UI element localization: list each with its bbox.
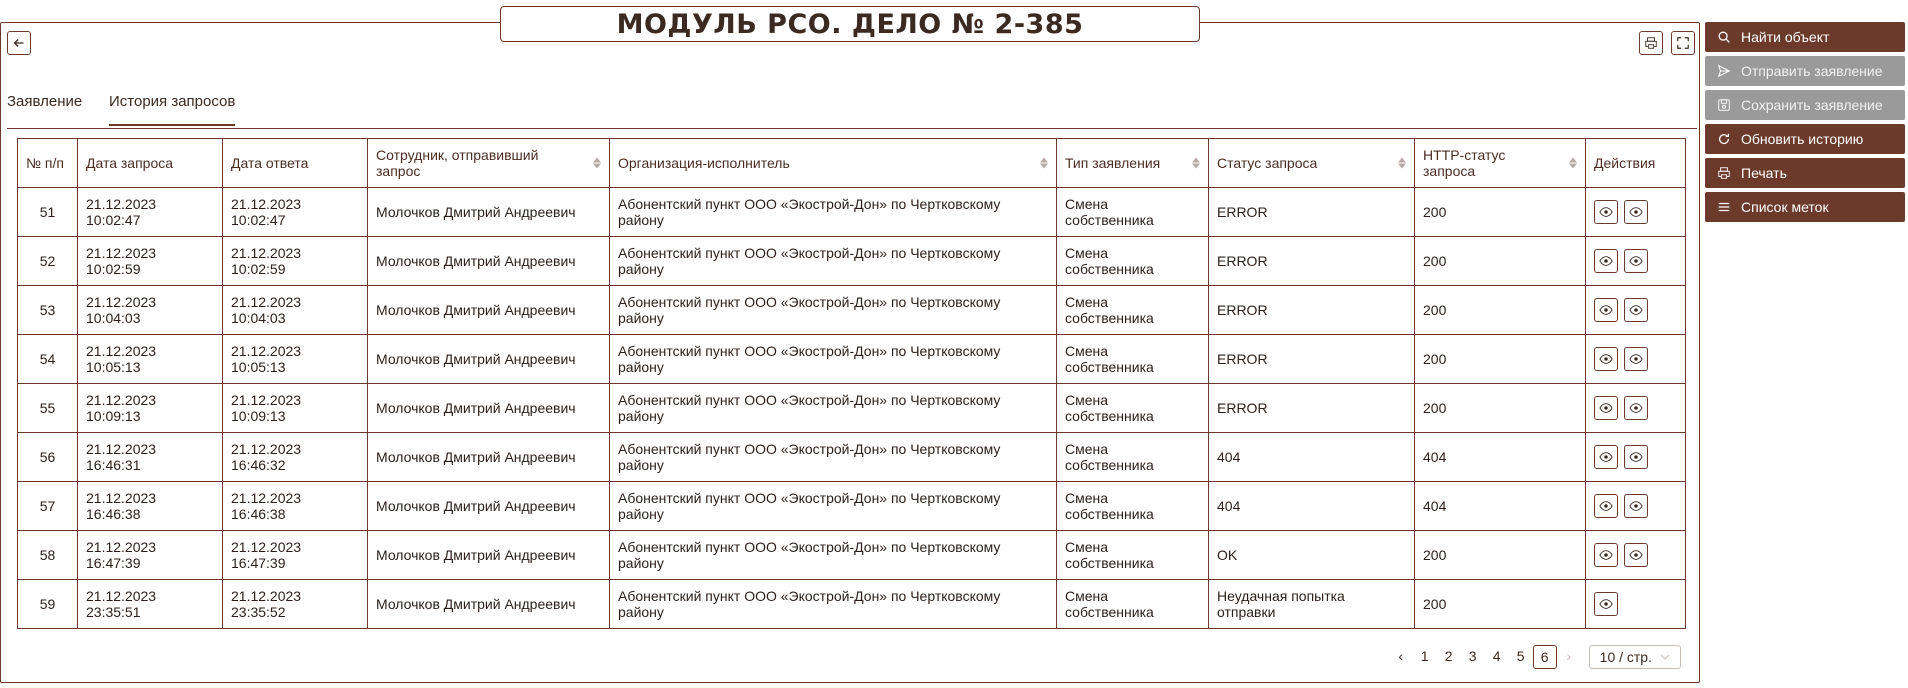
cell-http-status: 200: [1415, 188, 1586, 237]
list-icon: [1717, 200, 1731, 214]
refresh-history-button[interactable]: Обновить историю: [1705, 124, 1905, 154]
cell-number: 58: [18, 531, 78, 580]
request-history-table: [17, 138, 1686, 629]
printer-icon: [1717, 166, 1731, 180]
cell-http-status: 404: [1415, 482, 1586, 531]
view-details-button[interactable]: [1624, 249, 1648, 273]
page-1-button[interactable]: 1: [1420, 648, 1429, 664]
cell-employee: Молочков Дмитрий Андреевич: [368, 531, 610, 580]
cell-type: Смена собственника: [1057, 531, 1209, 580]
view-details-button[interactable]: [1594, 347, 1618, 371]
pagination: [1389, 645, 1681, 669]
cell-request-date: 21.12.2023 10:09:13: [78, 384, 223, 433]
eye-icon: [1599, 548, 1613, 562]
view-details-button[interactable]: [1624, 200, 1648, 224]
col-header-response-date[interactable]: Дата ответа: [223, 139, 368, 188]
action-sidebar: [1705, 22, 1905, 226]
page-6-button[interactable]: 6: [1533, 645, 1557, 669]
cell-response-date: 21.12.2023 23:35:52: [223, 580, 368, 629]
arrow-left-icon: [12, 36, 26, 50]
cell-http-status: 200: [1415, 286, 1586, 335]
cell-type: Смена собственника: [1057, 188, 1209, 237]
view-details-button[interactable]: [1594, 298, 1618, 322]
cell-number: 56: [18, 433, 78, 482]
printer-icon: [1644, 36, 1658, 50]
tab-bar: [7, 73, 1697, 129]
cell-actions: [1586, 580, 1686, 629]
col-header-type[interactable]: Тип заявления: [1057, 139, 1209, 188]
view-details-button[interactable]: [1594, 396, 1618, 420]
view-details-button[interactable]: [1594, 249, 1618, 273]
cell-request-date: 21.12.2023 10:05:13: [78, 335, 223, 384]
cell-organization: Абонентский пункт ООО «Экострой-Дон» по Чертковскому району: [610, 433, 1057, 482]
cell-type: Смена собственника: [1057, 384, 1209, 433]
cell-employee: Молочков Дмитрий Андреевич: [368, 384, 610, 433]
eye-icon: [1599, 401, 1613, 415]
cell-request-date: 21.12.2023 16:46:31: [78, 433, 223, 482]
tags-list-button[interactable]: Список меток: [1705, 192, 1905, 222]
eye-icon: [1599, 205, 1613, 219]
cell-status: ERROR: [1209, 335, 1415, 384]
cell-status: Неудачная попытка отправки: [1209, 580, 1415, 629]
eye-icon: [1599, 303, 1613, 317]
table-row: [18, 433, 1686, 482]
cell-number: 59: [18, 580, 78, 629]
cell-number: 55: [18, 384, 78, 433]
cell-employee: Молочков Дмитрий Андреевич: [368, 286, 610, 335]
cell-status: OK: [1209, 531, 1415, 580]
cell-actions: [1586, 531, 1686, 580]
print-button[interactable]: [1639, 31, 1663, 55]
col-header-employee[interactable]: Сотрудник, отправивший запрос: [368, 139, 610, 188]
cell-organization: Абонентский пункт ООО «Экострой-Дон» по Чертковскому району: [610, 580, 1057, 629]
cell-request-date: 21.12.2023 16:47:39: [78, 531, 223, 580]
col-header-http-status[interactable]: HTTP-статус запроса: [1415, 139, 1586, 188]
view-details-button[interactable]: [1594, 592, 1618, 616]
view-details-button[interactable]: [1594, 445, 1618, 469]
view-details-button[interactable]: [1624, 347, 1648, 371]
cell-employee: Молочков Дмитрий Андреевич: [368, 580, 610, 629]
eye-icon: [1599, 254, 1613, 268]
cell-number: 53: [18, 286, 78, 335]
send-application-button[interactable]: Отправить заявление: [1705, 56, 1905, 86]
cell-type: Смена собственника: [1057, 482, 1209, 531]
cell-status: ERROR: [1209, 188, 1415, 237]
cell-http-status: 200: [1415, 335, 1586, 384]
eye-icon: [1629, 450, 1643, 464]
save-application-button[interactable]: Сохранить заявление: [1705, 90, 1905, 120]
view-details-button[interactable]: [1624, 298, 1648, 322]
cell-actions: [1586, 482, 1686, 531]
table-row: [18, 237, 1686, 286]
cell-response-date: 21.12.2023 16:46:38: [223, 482, 368, 531]
eye-icon: [1629, 401, 1643, 415]
view-details-button[interactable]: [1624, 543, 1648, 567]
cell-organization: Абонентский пункт ООО «Экострой-Дон» по Чертковскому району: [610, 482, 1057, 531]
cell-number: 51: [18, 188, 78, 237]
cell-organization: Абонентский пункт ООО «Экострой-Дон» по Чертковскому району: [610, 188, 1057, 237]
view-details-button[interactable]: [1594, 543, 1618, 567]
cell-request-date: 21.12.2023 10:02:47: [78, 188, 223, 237]
cell-organization: Абонентский пункт ООО «Экострой-Дон» по Чертковскому району: [610, 531, 1057, 580]
table-row: [18, 335, 1686, 384]
cell-request-date: 21.12.2023 10:04:03: [78, 286, 223, 335]
sort-icon[interactable]: [1569, 158, 1577, 169]
col-header-number[interactable]: № п/п: [18, 139, 78, 188]
cell-type: Смена собственника: [1057, 433, 1209, 482]
eye-icon: [1599, 450, 1613, 464]
sort-icon[interactable]: [1192, 158, 1200, 169]
view-details-button[interactable]: [1624, 494, 1648, 518]
table-row: [18, 531, 1686, 580]
cell-organization: Абонентский пункт ООО «Экострой-Дон» по Чертковскому району: [610, 384, 1057, 433]
cell-response-date: 21.12.2023 10:05:13: [223, 335, 368, 384]
cell-request-date: 21.12.2023 10:02:59: [78, 237, 223, 286]
cell-request-date: 21.12.2023 23:35:51: [78, 580, 223, 629]
cell-organization: Абонентский пункт ООО «Экострой-Дон» по Чертковскому району: [610, 286, 1057, 335]
sort-icon[interactable]: [1040, 158, 1048, 169]
cell-actions: [1586, 188, 1686, 237]
eye-icon: [1629, 205, 1643, 219]
send-icon: [1717, 64, 1731, 78]
cell-actions: [1586, 433, 1686, 482]
cell-employee: Молочков Дмитрий Андреевич: [368, 188, 610, 237]
table-row: [18, 188, 1686, 237]
eye-icon: [1629, 254, 1643, 268]
cell-employee: Молочков Дмитрий Андреевич: [368, 237, 610, 286]
page-title: МОДУЛЬ РСО. ДЕЛО № 2-385: [500, 6, 1200, 42]
col-header-request-date[interactable]: Дата запроса: [78, 139, 223, 188]
cell-actions: [1586, 286, 1686, 335]
eye-icon: [1629, 352, 1643, 366]
cell-status: 404: [1209, 433, 1415, 482]
cell-employee: Молочков Дмитрий Андреевич: [368, 482, 610, 531]
cell-http-status: 200: [1415, 384, 1586, 433]
view-details-button[interactable]: [1624, 445, 1648, 469]
cell-response-date: 21.12.2023 10:09:13: [223, 384, 368, 433]
prev-page-icon[interactable]: ‹: [1398, 648, 1403, 664]
cell-status: 404: [1209, 482, 1415, 531]
tab-request-history[interactable]: История запросов: [109, 93, 235, 126]
view-details-button[interactable]: [1624, 396, 1648, 420]
cell-employee: Молочков Дмитрий Андреевич: [368, 433, 610, 482]
cell-status: ERROR: [1209, 237, 1415, 286]
page-3-button[interactable]: 3: [1468, 648, 1477, 664]
cell-type: Смена собственника: [1057, 286, 1209, 335]
refresh-icon: [1717, 132, 1731, 146]
cell-http-status: 200: [1415, 580, 1586, 629]
view-details-button[interactable]: [1594, 494, 1618, 518]
cell-http-status: 200: [1415, 531, 1586, 580]
cell-actions: [1586, 384, 1686, 433]
chevron-down-icon: [1660, 654, 1670, 660]
cell-actions: [1586, 237, 1686, 286]
main-panel: [0, 22, 1700, 683]
eye-icon: [1599, 499, 1613, 513]
expand-icon: [1676, 36, 1690, 50]
eye-icon: [1599, 597, 1613, 611]
tab-application[interactable]: Заявление: [7, 93, 83, 110]
table-row: [18, 384, 1686, 433]
save-icon: [1717, 98, 1731, 112]
cell-response-date: 21.12.2023 10:04:03: [223, 286, 368, 335]
table-header-row: [18, 139, 1686, 188]
cell-actions: [1586, 335, 1686, 384]
table-row: [18, 580, 1686, 629]
cell-number: 52: [18, 237, 78, 286]
sort-icon[interactable]: [593, 158, 601, 169]
table-row: [18, 482, 1686, 531]
cell-type: Смена собственника: [1057, 335, 1209, 384]
table-row: [18, 286, 1686, 335]
col-header-organization[interactable]: Организация-исполнитель: [610, 139, 1057, 188]
eye-icon: [1599, 352, 1613, 366]
cell-employee: Молочков Дмитрий Андреевич: [368, 335, 610, 384]
eye-icon: [1629, 548, 1643, 562]
cell-http-status: 404: [1415, 433, 1586, 482]
search-icon: [1717, 30, 1731, 44]
cell-http-status: 200: [1415, 237, 1586, 286]
eye-icon: [1629, 303, 1643, 317]
cell-response-date: 21.12.2023 10:02:47: [223, 188, 368, 237]
back-button[interactable]: [7, 31, 31, 55]
page-5-button[interactable]: 5: [1516, 648, 1525, 664]
find-object-button[interactable]: Найти объект: [1705, 22, 1905, 52]
sort-icon[interactable]: [1398, 158, 1406, 169]
cell-request-date: 21.12.2023 16:46:38: [78, 482, 223, 531]
cell-response-date: 21.12.2023 16:47:39: [223, 531, 368, 580]
eye-icon: [1629, 499, 1643, 513]
cell-response-date: 21.12.2023 10:02:59: [223, 237, 368, 286]
page-2-button[interactable]: 2: [1444, 648, 1453, 664]
col-header-status[interactable]: Статус запроса: [1209, 139, 1415, 188]
cell-response-date: 21.12.2023 16:46:32: [223, 433, 368, 482]
cell-status: ERROR: [1209, 384, 1415, 433]
print-button[interactable]: Печать: [1705, 158, 1905, 188]
cell-status: ERROR: [1209, 286, 1415, 335]
cell-number: 57: [18, 482, 78, 531]
page-size-select[interactable]: 10 / стр.: [1589, 645, 1681, 669]
cell-type: Смена собственника: [1057, 580, 1209, 629]
fullscreen-button[interactable]: [1671, 31, 1695, 55]
cell-organization: Абонентский пункт ООО «Экострой-Дон» по Чертковскому району: [610, 237, 1057, 286]
page-4-button[interactable]: 4: [1492, 648, 1501, 664]
next-page-icon[interactable]: ›: [1566, 648, 1571, 664]
cell-number: 54: [18, 335, 78, 384]
cell-type: Смена собственника: [1057, 237, 1209, 286]
cell-organization: Абонентский пункт ООО «Экострой-Дон» по Чертковскому району: [610, 335, 1057, 384]
col-header-actions: Действия: [1586, 139, 1686, 188]
view-details-button[interactable]: [1594, 200, 1618, 224]
